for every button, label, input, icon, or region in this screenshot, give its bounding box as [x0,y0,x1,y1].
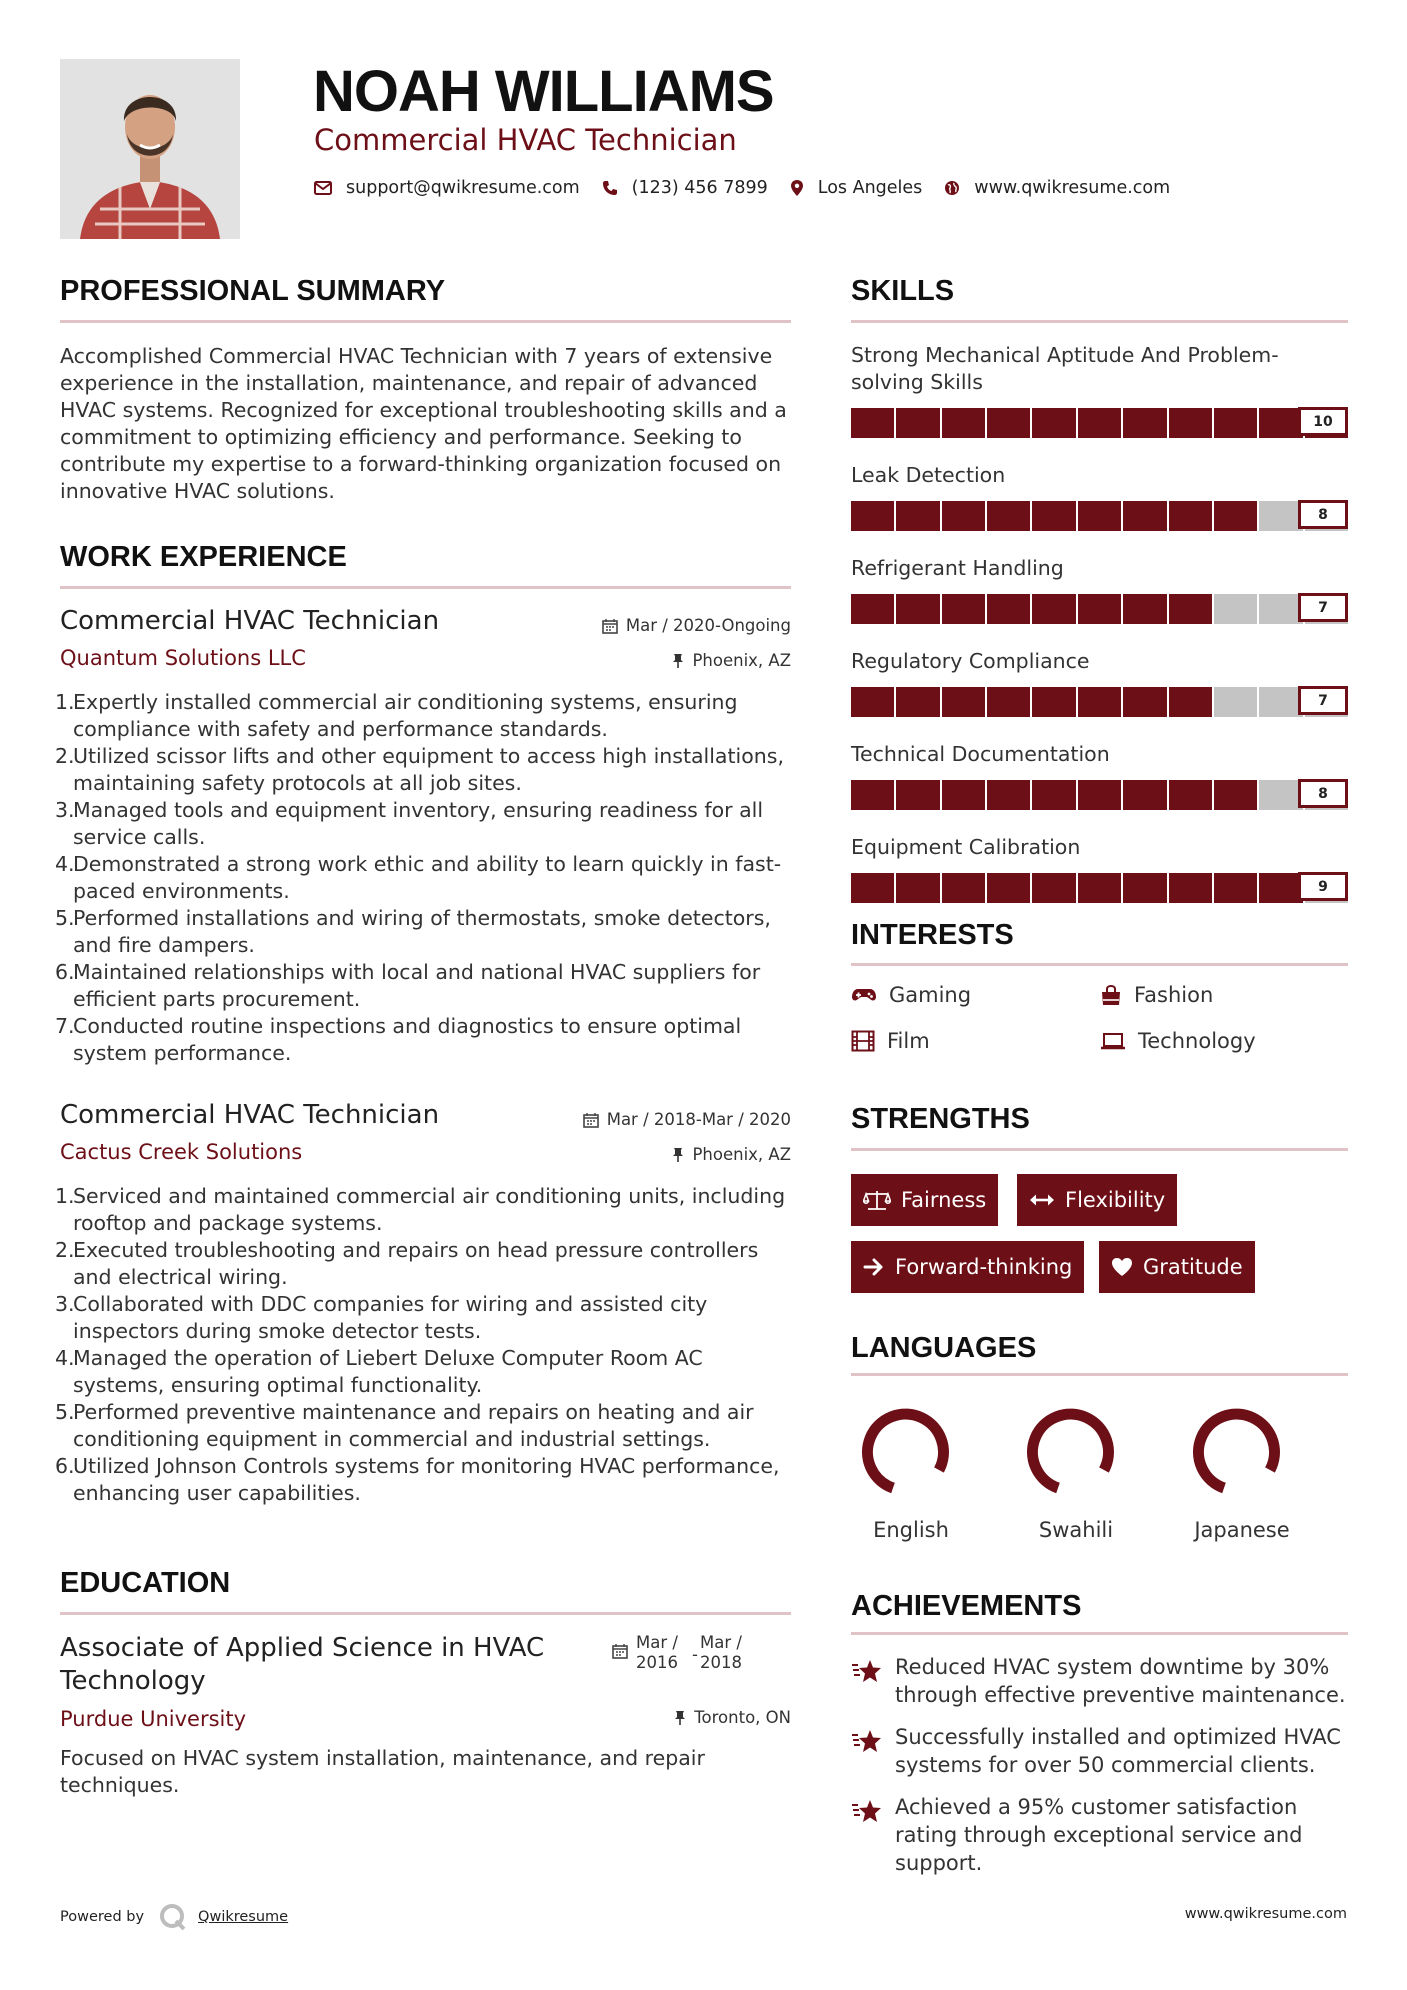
summary-heading: PROFESSIONAL SUMMARY [60,275,446,307]
skill-bar-segment [987,594,1030,624]
list-item: 5. Performed installations and wiring of thermostats, smoke detectors, and fire dampers. [55,906,771,957]
powered-by [60,1903,288,1931]
skill-bar-segment [1032,408,1075,438]
achievement-text: Achieved a 95% customer satisfaction rating through exceptional service and support. [895,1795,1303,1875]
language-label: English [873,1518,949,1542]
experience-heading: WORK EXPERIENCE [60,541,347,573]
skill-level-bar [851,501,1348,531]
interest-label: Fashion [1134,983,1214,1007]
skill-bar-segment [1123,780,1166,810]
film-icon [851,1030,875,1052]
calendar-icon [612,1643,628,1659]
skills-heading: SKILLS [851,275,955,307]
skill-level-badge: 8 [1298,500,1348,529]
powered-by-label: Powered by [60,1909,145,1925]
skill-level-bar [851,780,1348,810]
skill-level-bar [851,408,1348,438]
skill-bar-segment [987,408,1030,438]
skill-bar-segment [1169,594,1212,624]
skill-bar-segment [1032,780,1075,810]
interest-film [851,1029,930,1053]
experience-divider [60,586,791,589]
skill-bar-segment [1032,873,1075,903]
profile-photo [60,59,240,239]
skill-bar-segment [1214,501,1257,531]
job-bullets [55,689,800,1067]
skill-name: Technical Documentation [851,742,1110,766]
arrow-right-icon [863,1258,885,1276]
interests-divider [851,963,1348,966]
education-start-date: Mar / 2016 [636,1633,678,1672]
star-award-icon [851,1797,883,1825]
skill-bar-segment [1078,780,1121,810]
skill-bar-segment [1032,687,1075,717]
skill-bar-segment [1078,873,1121,903]
list-item: 1. Serviced and maintained commercial air conditioning units, including rooftop and package systems. [55,1184,786,1235]
skill-bar-segment [1032,594,1075,624]
skill-bar-segment [942,501,985,531]
footer-url[interactable]: www.qwikresume.com [1184,1906,1347,1922]
skill-bar-segment [851,687,894,717]
skill-bar-segment [1214,873,1257,903]
skill-bar-segment [851,594,894,624]
globe-icon [944,180,960,196]
skill-bar-segment [1259,501,1302,531]
qwikresume-link[interactable]: Qwikresume [198,1909,289,1925]
calendar-icon [602,618,618,634]
contact-bar [314,178,1192,198]
job-dates [583,1110,791,1129]
achievement-item [851,1723,1351,1779]
skill-name: Strong Mechanical Aptitude And Problem-solving Skills [851,343,1279,394]
pushpin-icon [672,653,684,669]
list-item: 6. Utilized Johnson Controls systems for monitoring HVAC performance, enhancing user capabilities. [55,1454,780,1505]
skill-bar-segment [1214,594,1257,624]
strength-label: Forward-thinking [895,1255,1073,1279]
languages-divider [851,1373,1348,1376]
education-heading: EDUCATION [60,1567,231,1599]
skill-bar-segment [896,687,939,717]
skill-bar-segment [1123,873,1166,903]
skill-name: Regulatory Compliance [851,649,1090,673]
achievement-text: Reduced HVAC system downtime by 30% through effective preventive maintenance. [895,1655,1346,1707]
school-name: Purdue University [60,1707,247,1731]
contact-phone[interactable] [602,178,768,198]
skill-item [851,555,1348,624]
skill-bar-segment [942,873,985,903]
skill-level-badge: 10 [1298,407,1348,436]
education-end-date: Mar / 2018 [699,1633,742,1672]
achievement-item [851,1653,1351,1709]
skill-bar-segment [896,873,939,903]
skill-bar-segment [1169,687,1212,717]
pushpin-icon [672,1147,684,1163]
job-title: Commercial HVAC Technician [60,1100,440,1130]
website-text: www.qwikresume.com [974,178,1171,198]
skill-bar-segment [1123,501,1166,531]
location-text: Los Angeles [817,178,923,198]
skill-bar-segment [942,408,985,438]
skill-bar-segment [1169,873,1212,903]
language-label: Swahili [1038,1518,1114,1542]
balance-scale-icon [863,1189,891,1211]
skill-level-bar [851,873,1348,903]
calendar-icon [583,1112,599,1128]
qwikresume-logo-icon [158,1903,188,1931]
skill-bar-segment [1169,780,1212,810]
language-level-ring [1187,1400,1297,1510]
interest-label: Film [887,1029,930,1053]
skill-bar-segment [1214,687,1257,717]
skill-bar-segment [942,780,985,810]
strengths-heading: STRENGTHS [851,1103,1030,1135]
list-item: 7. Conducted routine inspections and diagnostics to ensure optimal system performance. [55,1014,742,1065]
job-location-text: Phoenix, AZ [692,651,791,670]
skill-bar-segment [1032,501,1075,531]
skill-level-badge: 7 [1298,593,1348,622]
skill-level-bar [851,594,1348,624]
job-dates-text: Mar / 2018-Mar / 2020 [606,1110,791,1129]
strength-chip [851,1241,1084,1293]
email-text: support@qwikresume.com [346,178,580,198]
candidate-role: Commercial HVAC Technician [314,123,737,157]
achievement-item [851,1793,1351,1877]
skill-bar-segment [1259,873,1302,903]
pushpin-icon [674,1710,686,1726]
interest-fashion [1100,983,1213,1007]
map-pin-icon [790,179,804,197]
skill-item [851,834,1348,903]
list-item: 4. Managed the operation of Liebert Deluxe Computer Room AC systems, ensuring optimal functionality. [55,1346,703,1397]
contact-website[interactable] [944,178,1170,198]
language-level-ring [1021,1400,1131,1510]
contact-email[interactable] [314,178,580,198]
achievements-divider [851,1632,1348,1635]
skill-bar-segment [1214,408,1257,438]
education-divider [60,1612,791,1615]
skill-bar-segment [1169,408,1212,438]
phone-text: (123) 456 7899 [631,178,768,198]
summary-text: Accomplished Commercial HVAC Technician with 7 years of extensive experience in the installation, maintenance, and repair of advanced HVAC systems. Recognized for exceptional troubleshooting skills and a commitment to optimizing efficiency and performance. Seeking to contribute my expertise to a forward-thinking organization focused on innovative HVAC solutions. [60,344,787,503]
skill-bar-segment [1123,687,1166,717]
star-award-icon [851,1727,883,1755]
language-item [1172,1400,1312,1542]
skill-level-badge: 8 [1298,779,1348,808]
skill-bar-segment [1259,594,1302,624]
skills-divider [851,320,1348,323]
list-item: 4. Demonstrated a strong work ethic and ability to learn quickly in fast-paced environments. [55,852,782,903]
phone-icon [602,180,618,196]
achievement-text: Successfully installed and optimized HVAC systems for over 50 commercial clients. [895,1725,1341,1777]
skill-bar-segment [1078,501,1121,531]
skill-bar-segment [851,408,894,438]
star-award-icon [851,1657,883,1685]
list-item: 5. Performed preventive maintenance and repairs on heating and air conditioning equipment in commercial and industrial settings. [55,1400,754,1451]
skill-bar-segment [851,501,894,531]
skill-bar-segment [851,780,894,810]
strength-chip [1099,1241,1255,1293]
achievements-heading: ACHIEVEMENTS [851,1590,1082,1622]
skill-level-bar [851,687,1348,717]
job-dates-text: Mar / 2020-Ongoing [625,616,791,635]
education-location [674,1708,791,1727]
skill-bar-segment [987,501,1030,531]
skill-bar-segment [942,687,985,717]
strength-label: Gratitude [1143,1255,1243,1279]
skills-list [851,342,1348,927]
strength-chip [851,1174,998,1226]
education-location-text: Toronto, ON [694,1708,791,1727]
achievements-list [851,1653,1351,1877]
skill-item [851,462,1348,531]
list-item: 6. Maintained relationships with local and national HVAC suppliers for efficient parts procurement. [55,960,761,1011]
skill-bar-segment [896,780,939,810]
languages-heading: LANGUAGES [851,1332,1037,1364]
skill-bar-segment [1123,594,1166,624]
skill-name: Leak Detection [851,463,1006,487]
skill-bar-segment [1078,687,1121,717]
gamepad-icon [851,987,877,1003]
job-dates [602,616,791,635]
envelope-icon [314,181,332,195]
summary-divider [60,320,791,323]
interest-label: Technology [1138,1029,1256,1053]
skill-bar-segment [896,408,939,438]
skill-bar-segment [1123,408,1166,438]
strengths-divider [851,1148,1348,1151]
laptop-icon [1100,1032,1126,1050]
skill-bar-segment [851,873,894,903]
list-item: 2. Utilized scissor lifts and other equipment to access high installations, maintaining safety protocols at all job sites. [55,744,784,795]
skill-bar-segment [1078,408,1121,438]
strength-label: Flexibility [1065,1188,1166,1212]
education-description: Focused on HVAC system installation, maintenance, and repair techniques. [60,1746,705,1797]
skill-item [851,648,1348,717]
list-item: 3. Collaborated with DDC companies for wiring and assisted city inspectors during smoke detector tests. [55,1292,708,1343]
language-label: Japanese [1194,1518,1290,1542]
language-item [1006,1400,1146,1542]
skill-bar-segment [1259,687,1302,717]
strength-chip [1017,1174,1177,1226]
candidate-name: NOAH WILLIAMS [313,59,774,124]
skill-bar-segment [896,501,939,531]
shopping-bag-icon [1100,984,1122,1006]
company-name: Cactus Creek Solutions [60,1140,303,1164]
skill-bar-segment [987,780,1030,810]
skill-bar-segment [1078,594,1121,624]
interest-gaming [851,983,971,1007]
strength-label: Fairness [901,1188,987,1212]
skill-bar-segment [942,594,985,624]
skill-bar-segment [1214,780,1257,810]
skill-bar-segment [987,687,1030,717]
skill-name: Equipment Calibration [851,835,1081,859]
skill-bar-segment [1259,408,1302,438]
job-title: Commercial HVAC Technician [60,606,440,636]
skill-item [851,741,1348,810]
contact-location [790,178,923,198]
job-location [672,1145,791,1164]
skill-level-badge: 7 [1298,686,1348,715]
education-dates [612,1633,752,1673]
skill-bar-segment [1259,780,1302,810]
skill-bar-segment [896,594,939,624]
language-level-ring [856,1400,966,1510]
interest-technology [1100,1029,1256,1053]
list-item: 3. Managed tools and equipment inventory, ensuring readiness for all service calls. [55,798,764,849]
company-name: Quantum Solutions LLC [60,646,306,670]
job-location [672,651,791,670]
interests-heading: INTERESTS [851,919,1014,951]
heart-icon [1111,1257,1133,1277]
skill-bar-segment [987,873,1030,903]
interest-label: Gaming [889,983,972,1007]
list-item: 2. Executed troubleshooting and repairs on head pressure controllers and electrical wiring. [55,1238,759,1289]
list-item: 1. Expertly installed commercial air conditioning systems, ensuring compliance with safety and performance standards. [55,690,738,741]
language-item [841,1400,981,1542]
education-date-separator: - [692,1645,698,1664]
skill-item [851,342,1348,438]
arrows-horizontal-icon [1029,1193,1055,1207]
job-location-text: Phoenix, AZ [692,1145,791,1164]
skill-bar-segment [1169,501,1212,531]
degree-title: Associate of Applied Science in HVAC Technology [60,1633,545,1696]
skill-name: Refrigerant Handling [851,556,1064,580]
skill-level-badge: 9 [1298,872,1348,901]
job-bullets [55,1183,800,1507]
